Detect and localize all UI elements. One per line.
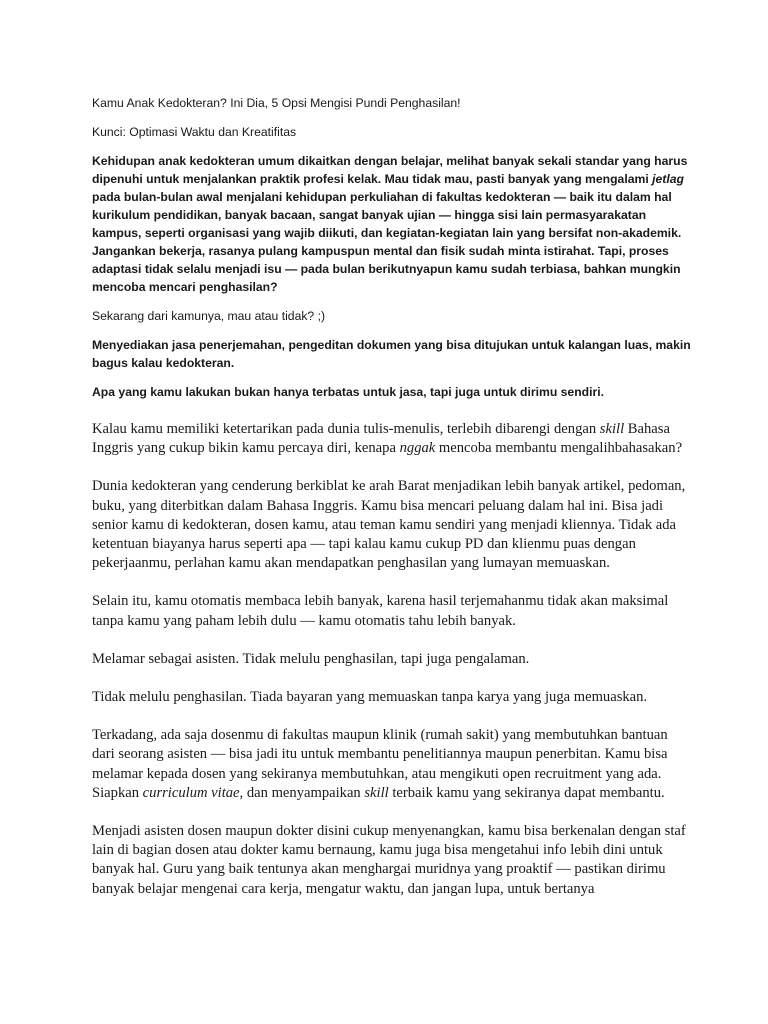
body-paragraph-1: Kalau kamu memiliki ketertarikan pada dunia tulis-menulis, terlebih dibarengi dengan skill Bahasa Inggris yang cukup bikin kamu percaya diri, kenapa nggak mencoba membantu mengalihbahasakan? bbox=[92, 421, 683, 457]
offer-paragraph: Menyediakan jasa penerjemahan, pengeditan dokumen yang bisa ditujukan untuk kalangan luas, makin bagus kalau kedokteran. bbox=[92, 338, 691, 370]
question-line: Sekarang dari kamunya, mau atau tidak? ;) bbox=[92, 309, 326, 323]
body-paragraph-3: Selain itu, kamu otomatis membaca lebih banyak, karena hasil terjemahanmu tidak akan maksimal tanpa kamu yang paham lebih dulu — kamu otomatis tahu lebih banyak. bbox=[92, 593, 669, 629]
body-paragraph-7: Menjadi asisten dosen maupun dokter disini cukup menyenangkan, kamu bisa berkenalan dengan staf lain di bagian dosen atau dokter kamu bernaung, kamu juga bisa mengetahui info lebih dini untuk banyak hal. Guru yang baik tentunya akan menghargai muridnya yang proaktif — pastikan dirimu banyak belajar mengenai cara kerja, mengatur waktu, dan jangan lupa, untuk bertanya bbox=[92, 823, 686, 897]
body-paragraph-6: Terkadang, ada saja dosenmu di fakultas maupun klinik (rumah sakit) yang membutuhkan bantuan dari seorang asisten — bisa jadi itu untuk membantu penelitiannya maupun penerbitan. Kamu bisa melamar kepada dosen yang sekiranya membutuhkan, atau mengikuti open recruitment yang ada. Siapkan curriculum vitae, dan menyampaikan skill terbaik kamu yang sekiranya dapat membantu. bbox=[92, 727, 668, 801]
document-page bbox=[92, 94, 692, 899]
intro-paragraph: Kehidupan anak kedokteran umum dikaitkan dengan belajar, melihat banyak sekali standar yang harus dipenuhi untuk menjalankan praktik profesi kelak. Mau tidak mau, pasti banyak yang mengalami jetlag pada bulan-bulan awal menjalani kehidupan perkuliahan di fakultas kedokteran — baik itu dalam hal kurikulum pendidikan, banyak bacaan, sangat banyak ujian — hingga sisi lain permasyarakatan kampus, seperti organisasi yang wajib diikuti, dan kegiatan-kegiatan lain yang bersifat non-akademik. Jangankan bekerja, rasanya pulang kampuspun mental dan fisik sudah minta istirahat. Tapi, proses adaptasi tidak selalu menjadi isu — pada bulan berikutnyapun kamu sudah terbiasa, bahkan mungkin mencoba mencari penghasilan? bbox=[92, 154, 688, 294]
body-paragraph-2: Dunia kedokteran yang cenderung berkiblat ke arah Barat menjadikan lebih banyak artikel, pedoman, buku, yang diterbitkan dalam Bahasa Inggris. Kamu bisa mencari peluang dalam hal ini. Bisa jadi senior kamu di kedokteran, dosen kamu, atau teman kamu sendiri yang menjadi kliennya. Tidak ada ketentuan biayanya harus seperti apa — tapi kalau kamu cukup PD dan klienmu puas dengan pekerjaanmu, perlahan kamu akan mendapatkan penghasilan yang lumayan memuaskan. bbox=[92, 478, 686, 572]
body-paragraph-5: Tidak melulu penghasilan. Tiada bayaran yang memuaskan tanpa karya yang juga memuaskan. bbox=[92, 689, 648, 706]
document-key-line: Kunci: Optimasi Waktu dan Kreatifitas bbox=[92, 125, 297, 139]
body-paragraph-4: Melamar sebagai asisten. Tidak melulu penghasilan, tapi juga pengalaman. bbox=[92, 650, 530, 667]
note-line: Apa yang kamu lakukan bukan hanya terbatas untuk jasa, tapi juga untuk dirimu sendiri. bbox=[92, 385, 604, 399]
document-title: Kamu Anak Kedokteran? Ini Dia, 5 Opsi Mengisi Pundi Penghasilan! bbox=[92, 96, 461, 110]
